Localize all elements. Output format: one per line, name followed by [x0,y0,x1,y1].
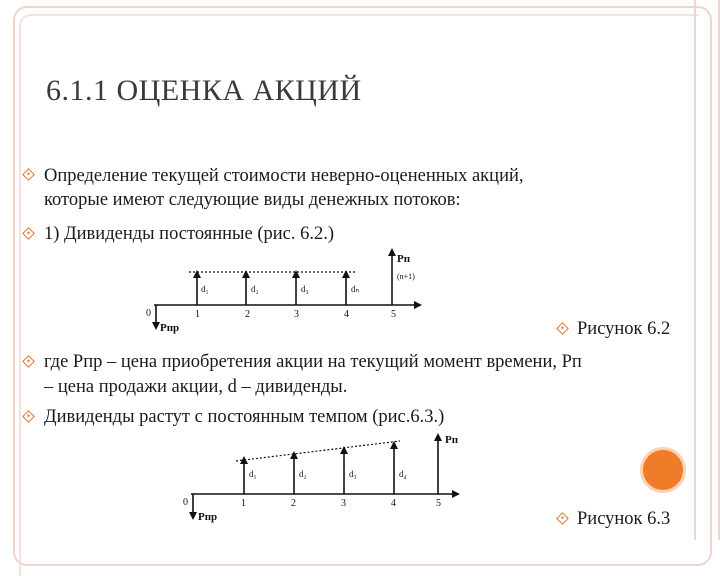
dividend-label: d₃ [301,284,309,294]
figure-6-3 [191,437,456,516]
growth-line [236,441,400,461]
bullet-text-4: Дивиденды растут с постоянным темпом (рис.6.3.) [44,407,445,427]
tick-label: 4 [391,498,396,509]
caption-fig-6-3: Рисунок 6.3 [577,509,671,529]
tick-label: 2 [291,498,296,509]
tick-label: 3 [341,498,346,509]
tick-label: 5 [391,309,396,320]
pn-sub-label: (n+1) [397,272,415,281]
origin-label: 0 [146,308,151,319]
bullet-text-1b: которые имеют следующие виды денежных потоков: [44,190,461,210]
tick-label: 1 [241,498,246,509]
bullet-text-3b: – цена продажи акции, d – дивиденды. [44,377,348,397]
origin-label: 0 [183,497,188,508]
bullet-text-1a: Определение текущей стоимости неверно-оцененных акций, [44,166,524,186]
figure-6-2 [154,252,418,326]
pnp-label: Pпр [160,322,180,334]
dividend-label: d₁ [249,469,257,479]
dividend-label: d₃ [349,469,357,479]
dividend-label: d₄ [399,469,407,479]
bullet-text-3a: где Рпр – цена приобретения акции на текущий момент времени, Рп [44,352,582,372]
dividend-label: d₂ [299,469,307,479]
bullet-text-2: 1) Дивиденды постоянные (рис. 6.2.) [44,224,335,244]
tick-label: 1 [195,309,200,320]
pn-label: Pп [445,434,459,446]
pnp-label: Pпр [198,511,218,523]
tick-label: 5 [436,498,441,509]
dividend-label: dₙ [351,284,360,294]
slide-title: 6.1.1 ОЦЕНКА АКЦИЙ [46,74,362,107]
dividend-label: d₂ [251,284,259,294]
tick-label: 4 [344,309,349,320]
caption-fig-6-2: Рисунок 6.2 [577,319,671,339]
dividend-label: d₁ [201,284,209,294]
pn-label: Pп [397,253,411,265]
tick-label: 3 [294,309,299,320]
tick-label: 2 [245,309,250,320]
